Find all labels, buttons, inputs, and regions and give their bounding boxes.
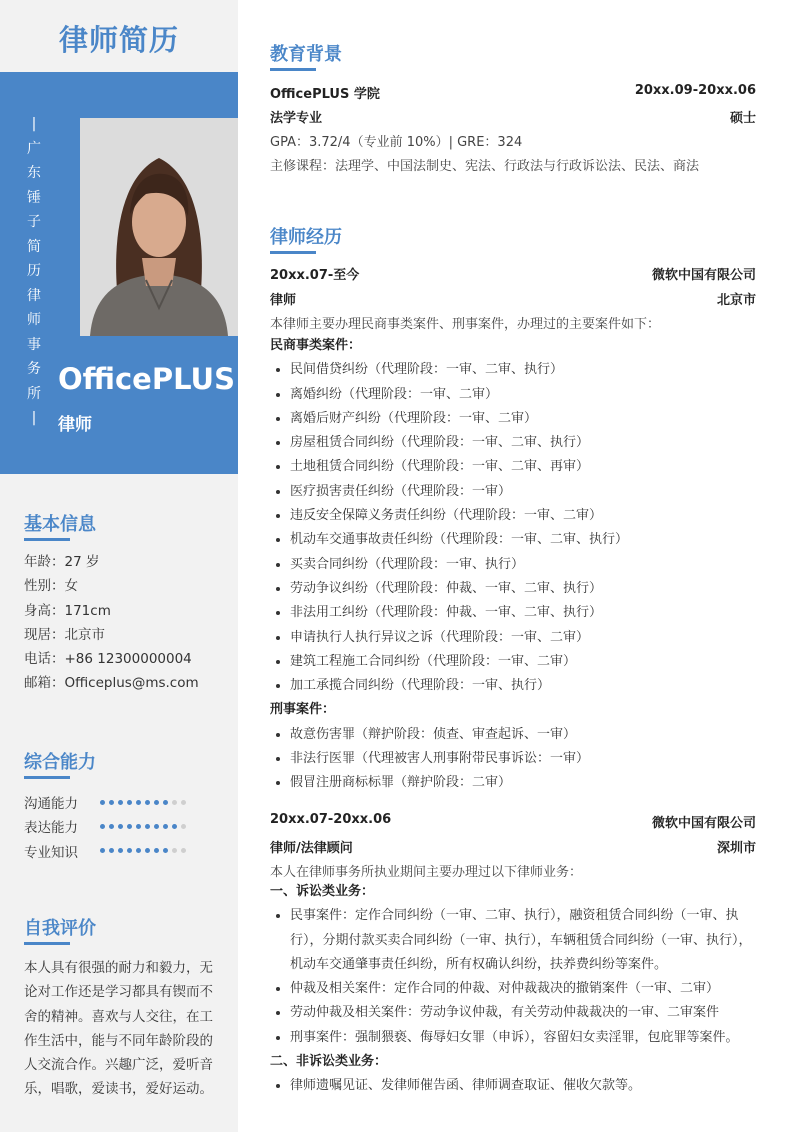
list-item: • 故意伤害罪（辩护阶段：侦查、审查起诉、一审） bbox=[290, 723, 756, 747]
degree: 硕士 bbox=[729, 111, 756, 126]
heading-underline bbox=[270, 68, 316, 71]
skills-heading: 综合能力 bbox=[24, 752, 96, 773]
list-item: • 房屋租赁合同纠纷（代理阶段：一审、二审、执行） bbox=[290, 431, 756, 455]
self-eval-line: 舍的精神。喜欢与人交往，在工 bbox=[24, 1008, 213, 1025]
list-item: • 买卖合同纠纷（代理阶段：一审、执行） bbox=[290, 553, 756, 577]
list-item: • 医疗损害责任纠纷（代理阶段：一审） bbox=[290, 480, 756, 504]
vertical-char: 事 bbox=[27, 336, 41, 353]
vertical-char: 广 bbox=[27, 140, 41, 157]
heading-underline bbox=[24, 942, 70, 945]
profile-banner bbox=[0, 72, 238, 474]
skill-dot bbox=[172, 824, 177, 829]
job2-city: 深圳市 bbox=[716, 841, 756, 856]
skill-dot bbox=[181, 848, 186, 853]
basic-info-list bbox=[24, 550, 199, 696]
civil-cases-heading: 民商事类案件： bbox=[270, 338, 362, 353]
info-gender: 性别：女 bbox=[24, 578, 78, 595]
courses-line: 主修课程：法理学、中国法制史、宪法、行政法与行政诉讼法、民法、商法 bbox=[270, 159, 700, 174]
skill-level-meter bbox=[100, 848, 186, 853]
skill-row bbox=[24, 839, 186, 863]
job2-position-row bbox=[270, 837, 756, 856]
list-item: • 离婚后财产纠纷（代理阶段：一审、二审） bbox=[290, 407, 756, 431]
skill-dot bbox=[136, 824, 141, 829]
skill-dot bbox=[109, 824, 114, 829]
skill-dot bbox=[127, 848, 132, 853]
school-name: OfficePLUS 学院 bbox=[270, 87, 380, 102]
job2-header-row bbox=[270, 812, 756, 831]
job1-position: 律师 bbox=[270, 293, 297, 308]
litigation-heading: 一、诉讼类业务： bbox=[270, 884, 375, 899]
resume-title: 律师简历 bbox=[58, 23, 179, 57]
job1-position-row bbox=[270, 289, 756, 308]
vertical-char: 务 bbox=[27, 361, 41, 377]
candidate-role: 律师 bbox=[58, 415, 92, 435]
heading-underline bbox=[24, 538, 70, 541]
job2-position: 律师/法律顾问 bbox=[270, 841, 353, 856]
list-item: • 劳动仲裁及相关案件：劳动争议仲裁，有关劳动仲裁裁决的一审、二审案件 bbox=[290, 1001, 760, 1025]
experience-heading: 律师经历 bbox=[270, 227, 342, 248]
list-item: • 非法行医罪（代理被害人刑事附带民事诉讼：一审） bbox=[290, 747, 756, 771]
sidebar bbox=[0, 0, 238, 1132]
job1-period: 20xx.07-至今 bbox=[270, 268, 360, 283]
litigation-list bbox=[270, 904, 760, 1050]
info-email: 邮箱：Officeplus@ms.com bbox=[24, 675, 199, 692]
list-item: • 违反安全保障义务责任纠纷（代理阶段：一审、二审） bbox=[290, 504, 756, 528]
info-age: 年龄：27 岁 bbox=[24, 554, 100, 570]
skill-label: 表达能力 bbox=[24, 820, 78, 837]
skill-label: 专业知识 bbox=[24, 844, 78, 861]
education-period: 20xx.09-20xx.06 bbox=[634, 83, 756, 98]
skill-dot bbox=[100, 800, 105, 805]
list-item: • 机动车交通事故责任纠纷（代理阶段：一审、二审、执行） bbox=[290, 528, 756, 552]
criminal-cases-heading: 刑事案件： bbox=[270, 702, 336, 718]
major: 法学专业 bbox=[270, 111, 323, 126]
list-item: • 假冒注册商标标罪（辩护阶段：二审） bbox=[290, 771, 756, 795]
job2-intro: 本人在律师事务所执业期间主要办理过以下律师业务： bbox=[270, 865, 583, 880]
job1-header-row bbox=[270, 264, 756, 283]
skill-dot bbox=[154, 800, 159, 805]
education-school-row bbox=[270, 83, 756, 102]
self-eval-line: 本人具有很强的耐力和毅力，无 bbox=[24, 960, 213, 976]
skills-list bbox=[24, 790, 186, 863]
skill-dot bbox=[109, 800, 114, 805]
job2-company: 微软中国有限公司 bbox=[651, 816, 756, 831]
civil-case-list bbox=[270, 358, 756, 698]
candidate-name: OfficePLUS bbox=[58, 362, 235, 396]
list-item: • 律师遗嘱见证、发律师催告函、律师调查取证、催收欠款等。 bbox=[290, 1074, 760, 1098]
list-item: • 土地租赁合同纠纷（代理阶段：一审、二审、再审） bbox=[290, 455, 756, 479]
vertical-char: 简 bbox=[27, 238, 41, 255]
self-eval-line: 作生活中，能与不同年龄阶段的 bbox=[24, 1032, 213, 1049]
skill-dot bbox=[127, 800, 132, 805]
skill-level-meter bbox=[100, 824, 186, 829]
skill-dot bbox=[181, 824, 186, 829]
job1-city: 北京市 bbox=[716, 293, 756, 308]
skill-dot bbox=[154, 848, 159, 853]
heading-underline bbox=[24, 776, 70, 779]
education-major-row bbox=[270, 107, 756, 126]
info-phone: 电话：+86 12300000004 bbox=[24, 651, 192, 668]
list-item: • 申请执行人执行异议之诉（代理阶段：一审、二审） bbox=[290, 626, 756, 650]
skill-dot bbox=[118, 800, 123, 805]
basic-info-heading: 基本信息 bbox=[24, 514, 96, 535]
skill-dot bbox=[118, 848, 123, 853]
skill-dot bbox=[100, 824, 105, 829]
info-residence: 现居：北京市 bbox=[24, 626, 105, 643]
skill-row bbox=[24, 790, 186, 814]
skill-dot bbox=[127, 824, 132, 829]
skill-dot bbox=[172, 800, 177, 805]
skill-dot bbox=[136, 848, 141, 853]
skill-dot bbox=[154, 824, 159, 829]
heading-underline bbox=[270, 251, 316, 254]
gpa-line: GPA：3.72/4（专业前 10%）| GRE：324 bbox=[270, 135, 523, 150]
self-eval-line: 乐，唱歌，爱读书，爱好运动。 bbox=[24, 1081, 213, 1098]
skill-label: 沟通能力 bbox=[24, 796, 78, 813]
vertical-char: 锤 bbox=[27, 189, 41, 206]
skill-dot bbox=[163, 800, 168, 805]
list-item: • 劳动争议纠纷（代理阶段：仲裁、一审、二审、执行） bbox=[290, 577, 756, 601]
skill-level-meter bbox=[100, 800, 186, 805]
skill-dot bbox=[145, 800, 150, 805]
skill-dot bbox=[172, 848, 177, 853]
vertical-char: 东 bbox=[27, 165, 41, 181]
non-litigation-list bbox=[270, 1074, 760, 1098]
list-item: • 加工承揽合同纠纷（代理阶段：一审、执行） bbox=[290, 674, 756, 698]
skill-dot bbox=[145, 824, 150, 829]
skill-dot bbox=[100, 848, 105, 853]
skill-dot bbox=[118, 824, 123, 829]
non-litigation-heading: 二、非诉讼类业务： bbox=[270, 1054, 388, 1070]
list-item: • 民间借贷纠纷（代理阶段：一审、二审、执行） bbox=[290, 358, 756, 382]
vertical-char: 所 bbox=[27, 385, 41, 402]
skill-dot bbox=[163, 848, 168, 853]
vertical-char: | bbox=[31, 410, 37, 426]
skill-dot bbox=[136, 800, 141, 805]
job1-company: 微软中国有限公司 bbox=[651, 268, 756, 283]
vertical-char: 律 bbox=[27, 287, 41, 304]
self-eval-line: 人交流合作。兴趣广泛，爱听音 bbox=[24, 1057, 213, 1074]
list-item: • 非法用工纠纷（代理阶段：仲裁、一审、二审、执行） bbox=[290, 601, 756, 625]
job1-cases bbox=[270, 334, 756, 796]
skill-dot bbox=[181, 800, 186, 805]
info-height: 身高：171cm bbox=[24, 602, 111, 619]
skill-dot bbox=[109, 848, 114, 853]
list-item: • 刑事案件：强制猥亵、侮辱妇女罪（申诉），容留妇女卖淫罪，包庇罪等案件。 bbox=[290, 1026, 760, 1050]
vertical-char: 师 bbox=[27, 312, 41, 328]
education-heading: 教育背景 bbox=[270, 44, 342, 65]
job2-business bbox=[270, 880, 760, 1099]
vertical-char: 历 bbox=[27, 263, 41, 279]
skill-row bbox=[24, 814, 186, 838]
self-eval-line: 论对工作还是学习都具有锲而不 bbox=[24, 984, 213, 1001]
vertical-char: 子 bbox=[27, 214, 41, 230]
self-eval-heading: 自我评价 bbox=[24, 918, 96, 939]
list-item: • 建筑工程施工合同纠纷（代理阶段：一审、二审） bbox=[290, 650, 756, 674]
vertical-char: | bbox=[31, 116, 37, 132]
list-item: • 仲裁及相关案件：定作合同的仲裁、对仲裁裁决的撤销案件（一审、二审） bbox=[290, 977, 760, 1001]
vertical-firm-name bbox=[24, 112, 44, 431]
self-eval-text bbox=[24, 956, 224, 1102]
portrait-illustration bbox=[80, 118, 238, 336]
skill-dot bbox=[163, 824, 168, 829]
criminal-case-list bbox=[270, 723, 756, 796]
profile-photo bbox=[80, 118, 238, 336]
list-item: • 离婚纠纷（代理阶段：一审、二审） bbox=[290, 383, 756, 407]
skill-dot bbox=[145, 848, 150, 853]
list-item: • 民事案件：定作合同纠纷（一审、二审、执行），融资租赁合同纠纷（一审、执行），分期付款买卖合同纠纷（一审、执行），车辆租赁合同纠纷（一审、执行），机动车交通肇事责任纠纷，所有权确认纠纷，扶养费纠纷等案件。 bbox=[290, 904, 760, 977]
job1-intro: 本律师主要办理民商事类案件、刑事案件，办理过的主要案件如下： bbox=[270, 317, 661, 332]
job2-period: 20xx.07-20xx.06 bbox=[270, 812, 392, 827]
